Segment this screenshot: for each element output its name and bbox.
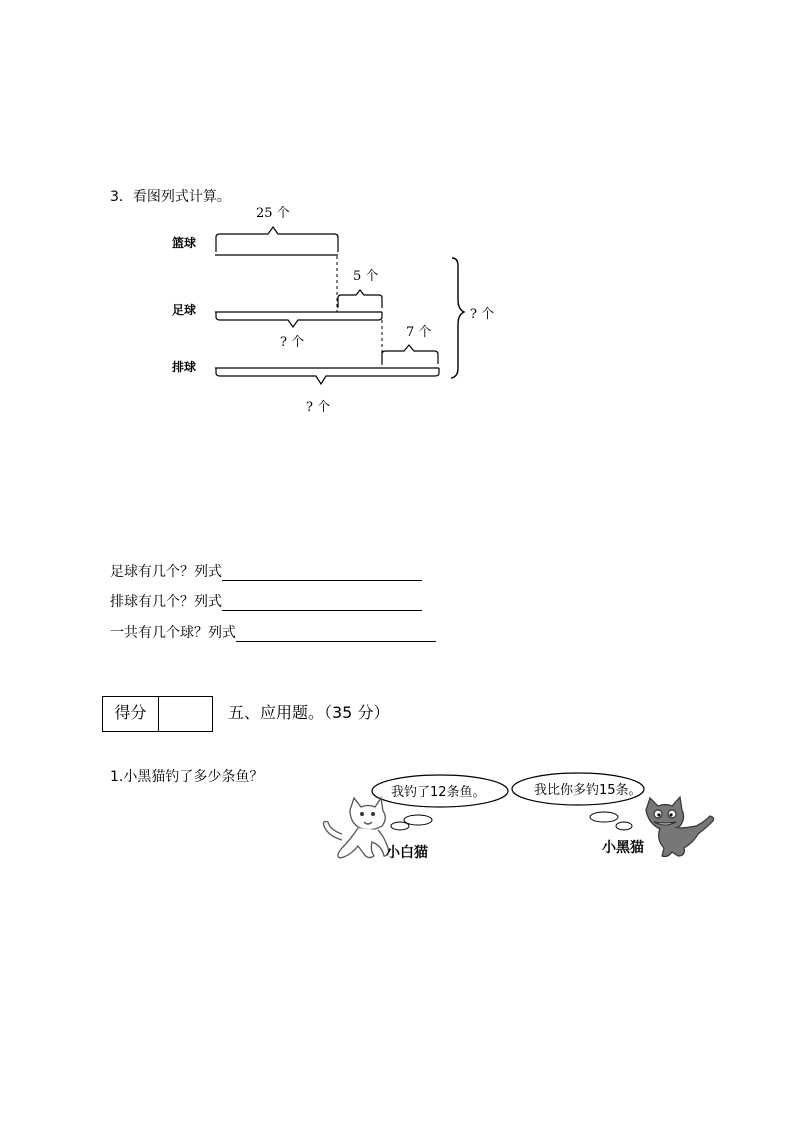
ball-count-diagram xyxy=(160,200,520,425)
puff-4 xyxy=(616,822,632,830)
volleyball-diff-brace xyxy=(382,345,438,364)
puff-1 xyxy=(404,815,432,825)
label-overall-total: ? 个 xyxy=(470,307,495,322)
volleyball-total-brace xyxy=(216,368,439,384)
label-25: 25 个 xyxy=(256,206,290,221)
black-cat-speech: 我比你多钓15条。 xyxy=(534,783,642,798)
answer-blank-total[interactable] xyxy=(236,626,436,642)
football-total-brace xyxy=(216,312,382,327)
diagram-svg xyxy=(160,200,520,425)
section-5-title: 五、应用题。（35 分） xyxy=(228,703,390,722)
row-label-basketball: 篮球 xyxy=(172,236,197,250)
label-7: 7 个 xyxy=(406,325,432,340)
score-label: 得分 xyxy=(103,697,159,731)
app-question-1: 1.小黑猫钓了多少条鱼？ xyxy=(110,769,264,785)
row-label-football: 足球 xyxy=(172,303,197,317)
answer-blank-football[interactable] xyxy=(222,565,422,581)
label-5: 5 个 xyxy=(353,269,379,284)
white-cat-speech: 我钓了12条鱼。 xyxy=(391,785,486,800)
puff-3 xyxy=(590,812,618,822)
black-cat-name: 小黑猫 xyxy=(602,840,644,856)
score-box xyxy=(102,696,213,732)
prompt-total xyxy=(110,622,436,642)
score-input-cell[interactable] xyxy=(159,697,212,731)
answer-blank-volleyball[interactable] xyxy=(222,595,422,611)
football-diff-brace xyxy=(338,290,382,308)
puff-2 xyxy=(391,822,409,830)
prompt-football-text: 足球有几个？列式 xyxy=(110,564,222,580)
label-volleyball-total: ? 个 xyxy=(306,400,331,415)
prompt-volleyball-text: 排球有几个？列式 xyxy=(110,594,222,610)
basketball-brace xyxy=(216,227,338,252)
cats-illustration xyxy=(320,770,720,865)
row-label-volleyball: 排球 xyxy=(172,360,197,374)
black-cat-icon xyxy=(646,797,714,857)
prompt-football xyxy=(110,561,422,581)
label-football-total: ? 个 xyxy=(280,335,305,350)
prompt-volleyball xyxy=(110,591,422,611)
white-cat-icon xyxy=(324,798,389,858)
prompt-total-text: 一共有几个球？列式 xyxy=(110,625,236,641)
cats-svg xyxy=(320,770,720,865)
overall-brace xyxy=(451,258,464,378)
white-cat-name: 小白猫 xyxy=(386,845,428,861)
question-3-title: 3．看图列式计算。 xyxy=(110,189,231,205)
